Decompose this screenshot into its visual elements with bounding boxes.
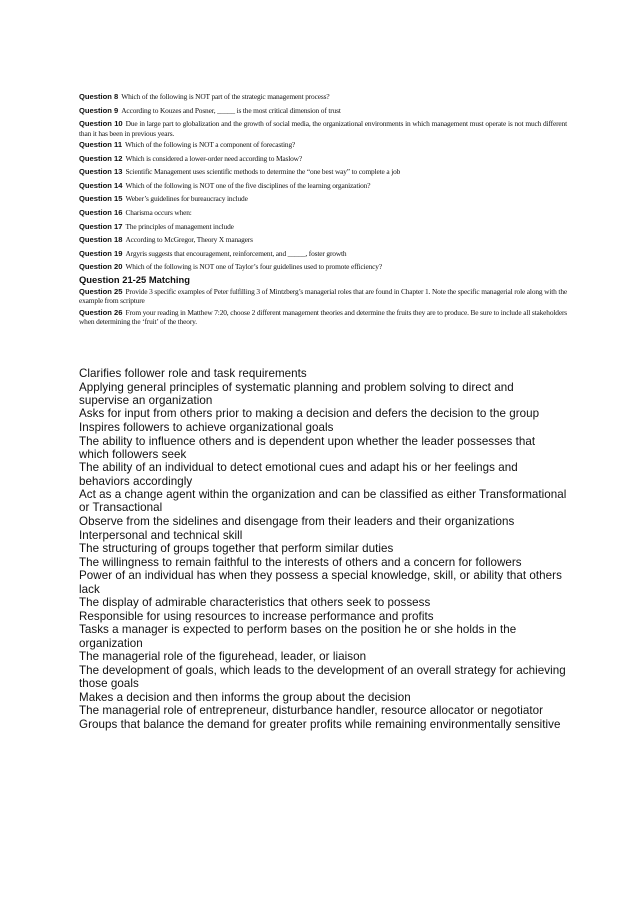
question-item bbox=[79, 262, 567, 271]
answer-item: The willingness to remain faithful to the interests of others and a concern for followers bbox=[79, 555, 522, 569]
answer-item: Interpersonal and technical skill bbox=[79, 528, 243, 542]
answer-item: The ability to influence others and is dependent upon whether the leader possesses that which followers seek bbox=[79, 434, 536, 461]
question-text: Which of the following is NOT part of the strategic management process? bbox=[121, 92, 330, 101]
question-item bbox=[79, 222, 567, 231]
question-text: Weber’s guidelines for bureaucracy include bbox=[125, 194, 248, 204]
question-item bbox=[79, 287, 567, 306]
answer-item: Applying general principles of systematic planning and problem solving to direct and supervise an organization bbox=[79, 380, 514, 407]
question-item bbox=[79, 119, 567, 138]
question-item bbox=[79, 167, 567, 176]
question-label: Question 25 bbox=[79, 286, 123, 296]
question-label: Question 12 bbox=[79, 153, 123, 163]
answer-item: Observe from the sidelines and disengage from their leaders and their organizations bbox=[79, 514, 515, 528]
question-text: Argyris suggests that encouragement, reinforcement, and _____, foster growth bbox=[125, 248, 347, 258]
answer-item: Inspires followers to achieve organizational goals bbox=[79, 420, 334, 434]
question-item bbox=[79, 140, 567, 149]
answer-item: The managerial role of entrepreneur, disturbance handler, resource allocator or negotiator bbox=[79, 704, 544, 718]
question-label: Question 13 bbox=[79, 167, 123, 177]
question-item bbox=[79, 194, 567, 203]
question-label: Question 20 bbox=[79, 262, 123, 272]
question-text: Which is considered a lower-order need according to Maslow? bbox=[125, 153, 302, 163]
question-item bbox=[79, 249, 567, 258]
question-list bbox=[79, 92, 567, 331]
question-item bbox=[79, 308, 567, 327]
question-item bbox=[79, 154, 567, 163]
question-text: Provide 3 specific examples of Peter fulfilling 3 of Mintzberg’s managerial roles that are found in Chapter 1. Note the specific managerial role along with the example from scripture bbox=[79, 286, 567, 306]
question-text: From your reading in Matthew 7:20, choose 2 different management theories and determine the fruits they are to produce. Be sure to include all stakeholders when determining the ‘fruit’ of the theory. bbox=[79, 307, 567, 326]
question-label: Question 15 bbox=[79, 194, 123, 204]
question-item bbox=[79, 92, 567, 101]
question-text: Scientific Management uses scientific methods to determine the “one best way” to complete a job bbox=[125, 167, 401, 177]
question-item bbox=[79, 181, 567, 190]
question-label: Question 11 bbox=[79, 140, 123, 149]
question-label: Question 14 bbox=[79, 180, 123, 190]
answer-item: Asks for input from others prior to making a decision and defers the decision to the group bbox=[79, 407, 540, 421]
question-label: Question 16 bbox=[79, 207, 123, 217]
question-label: Question 8 bbox=[79, 92, 119, 101]
answer-item: Responsible for using resources to increase performance and profits bbox=[79, 609, 434, 623]
question-label: Question 9 bbox=[79, 105, 119, 115]
answer-item: Clarifies follower role and task requirements bbox=[79, 367, 307, 380]
answer-item: Makes a decision and then informs the group about the decision bbox=[79, 690, 411, 704]
matching-section-heading: Question 21-25 Matching bbox=[79, 273, 190, 285]
question-item bbox=[79, 208, 567, 217]
question-label: Question 17 bbox=[79, 221, 123, 231]
question-text: Which of the following is NOT one of Taylor’s four guidelines used to promote efficiency? bbox=[125, 262, 382, 272]
answer-item: The display of admirable characteristics that others seek to possess bbox=[79, 596, 431, 610]
question-text: Which of the following is NOT one of the five disciplines of the learning organization? bbox=[125, 180, 371, 190]
question-text: Charisma occurs when: bbox=[125, 207, 192, 217]
question-text: Due in large part to globalization and the growth of social media, the organizational environments in which management must operate is not much different than it has been in previous years. bbox=[79, 119, 567, 138]
answer-item: Power of an individual has when they possess a special knowledge, skill, or ability that others lack bbox=[79, 569, 562, 596]
question-text: The principles of management include bbox=[125, 221, 234, 231]
answer-item: The managerial role of the figurehead, leader, or liaison bbox=[79, 650, 367, 664]
answer-item: The ability of an individual to detect emotional cues and adapt his or her feelings and behaviors accordingly bbox=[79, 461, 518, 488]
question-label: Question 18 bbox=[79, 235, 123, 245]
question-label: Question 10 bbox=[79, 119, 123, 129]
question-text: According to McGregor, Theory X managers bbox=[125, 235, 253, 245]
question-text: Which of the following is NOT a component of forecasting? bbox=[125, 140, 296, 149]
answer-item: The development of goals, which leads to the development of an overall strategy for achieving those goals bbox=[79, 663, 566, 690]
question-label: Question 26 bbox=[79, 307, 123, 317]
question-item bbox=[79, 235, 567, 244]
matching-answer-list bbox=[79, 367, 567, 731]
question-item bbox=[79, 106, 567, 115]
answer-item: Tasks a manager is expected to perform bases on the position he or she holds in the organization bbox=[79, 623, 517, 650]
question-label: Question 19 bbox=[79, 248, 123, 258]
answer-item: The structuring of groups together that perform similar duties bbox=[79, 542, 394, 556]
answer-item: Groups that balance the demand for greater profits while remaining environmentally sensitive bbox=[79, 717, 561, 731]
question-text: According to Kouzes and Posner, _____ is the most critical dimension of trust bbox=[121, 105, 341, 115]
answer-item: Act as a change agent within the organization and can be classified as either Transformational or Transactional bbox=[79, 488, 567, 515]
